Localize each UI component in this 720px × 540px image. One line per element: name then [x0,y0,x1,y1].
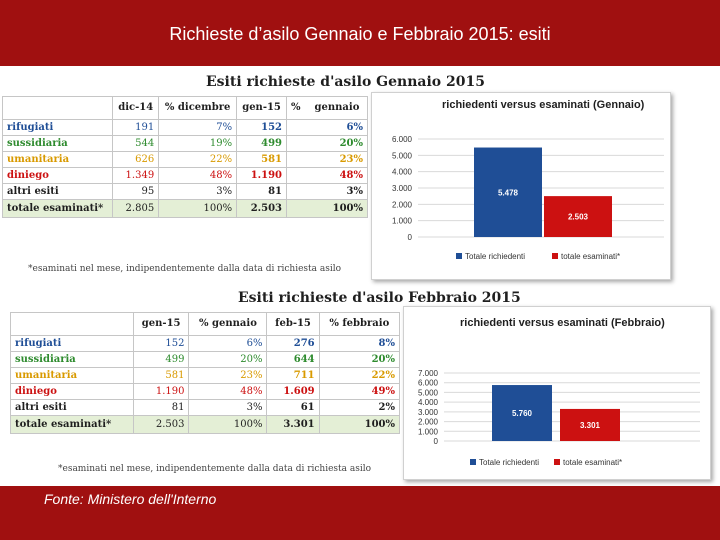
table-cell: 626 [113,152,159,168]
table-cell: 81 [133,400,189,416]
row-label: sussidiaria [3,136,113,152]
table-cell: 7% [159,120,237,136]
january-chart-title: richiedenti versus esaminati (Gennaio) [442,99,645,111]
row-label: umanitaria [11,368,134,384]
table-row [11,384,400,400]
row-label: rifugiati [3,120,113,136]
table-cell: 95 [113,184,159,200]
table-cell: 23% [189,368,267,384]
table-cell: 22% [319,368,399,384]
table-cell: 499 [133,352,189,368]
table-cell: 6% [189,336,267,352]
slide-content [0,66,720,486]
february-table-title: Esiti richieste d'asilo Febbraio 2015 [238,290,521,306]
y-tick-label: 6.000 [417,378,438,388]
february-chart [403,306,711,480]
column-header: dic-14 [113,97,159,120]
table-cell: 152 [237,120,287,136]
table-cell: 581 [237,152,287,168]
legend-label: totale esaminati* [563,458,623,467]
table-cell: 1.609 [267,384,319,400]
column-header: % dicembre [159,97,237,120]
table-cell: 61 [267,400,319,416]
y-tick-label: 4.000 [391,167,412,177]
table-cell: 1.190 [237,168,287,184]
row-label: umanitaria [3,152,113,168]
table-cell: 22% [159,152,237,168]
table-cell: 20% [189,352,267,368]
table-row [11,352,400,368]
table-row [3,152,368,168]
bar-value-label: 5.478 [497,188,519,198]
table-cell: 544 [113,136,159,152]
column-header: % febbraio [319,313,399,336]
table-cell: 3% [159,184,237,200]
february-chart-plot [404,307,710,479]
table-cell: 3% [287,184,368,200]
table-row [3,168,368,184]
table-cell: 152 [133,336,189,352]
table-row [11,368,400,384]
table-header-row [3,97,368,120]
table-cell: 2.503 [237,200,287,218]
table-cell: 644 [267,352,319,368]
february-esiti-table [10,312,400,434]
y-tick-label: 4.000 [417,398,438,408]
table-cell: 6% [287,120,368,136]
column-header: gen-15 [133,313,189,336]
table-row [3,184,368,200]
y-tick-label: 7.000 [417,369,438,378]
february-chart-title: richiedenti versus esaminati (Febbraio) [460,317,665,329]
legend-swatch [554,459,560,465]
table-cell: 48% [159,168,237,184]
y-tick-label: 2.000 [417,417,438,427]
bar-value-label: 5.760 [511,409,533,419]
table-cell: 19% [159,136,237,152]
row-label: rifugiati [11,336,134,352]
table-cell: 2.805 [113,200,159,218]
legend-label: Totale richiedenti [479,458,540,467]
table-row [3,200,368,218]
table-cell: 2.503 [133,416,189,434]
table-cell: 48% [189,384,267,400]
y-tick-label: 5.000 [391,151,412,161]
table-cell: 3% [189,400,267,416]
y-tick-label: 1.000 [391,216,412,226]
january-table-title: Esiti richieste d'asilo Gennaio 2015 [206,74,485,90]
y-tick-label: 5.000 [417,388,438,398]
legend-swatch [456,253,462,259]
table-header-row [11,313,400,336]
y-tick-label: 1.000 [417,427,438,437]
table-cell: 276 [267,336,319,352]
table-cell: 81 [237,184,287,200]
column-header [287,97,368,120]
january-chart [371,92,671,280]
table-cell: 8% [319,336,399,352]
table-cell: 100% [287,200,368,218]
row-label: sussidiaria [11,352,134,368]
table-cell: 100% [189,416,267,434]
table-cell: 711 [267,368,319,384]
table-cell: 48% [287,168,368,184]
column-header [3,97,113,120]
y-tick-label: 6.000 [391,135,412,144]
legend-swatch [470,459,476,465]
legend-label: Totale richiedenti [465,252,526,261]
y-tick-label: 2.000 [391,200,412,210]
table-cell: 1.190 [133,384,189,400]
bar-value-label: 2.503 [567,212,589,222]
y-tick-label: 0 [433,437,438,446]
column-header: gen-15 [237,97,287,120]
column-header: % gennaio [189,313,267,336]
january-note: *esaminati nel mese, indipendentemente dalla data di richiesta asilo [28,264,342,274]
table-cell: 49% [319,384,399,400]
table-cell: 3.301 [267,416,319,434]
table-cell: 20% [319,352,399,368]
january-chart-plot [372,93,670,279]
table-cell: 1.349 [113,168,159,184]
legend-swatch [552,253,558,259]
legend-label: totale esaminati* [561,252,621,261]
row-label: altri esiti [3,184,113,200]
february-note: *esaminati nel mese, indipendentemente dalla data di richiesta asilo [58,464,372,474]
table-row [11,400,400,416]
table-row [3,120,368,136]
row-label: altri esiti [11,400,134,416]
january-esiti-table [2,96,368,218]
y-tick-label: 3.000 [417,407,438,417]
column-header-part: % [291,102,301,113]
bar-value-label: 3.301 [579,420,601,430]
table-cell: 499 [237,136,287,152]
y-tick-label: 3.000 [391,184,412,193]
table-row [11,416,400,434]
row-label: totale esaminati* [3,200,113,218]
table-cell: 20% [287,136,368,152]
table-row [11,336,400,352]
column-header [11,313,134,336]
table-cell: 581 [133,368,189,384]
table-cell: 23% [287,152,368,168]
column-header-part: gennaio [314,102,360,113]
source-footer: Fonte: Ministero dell'Interno [44,491,217,507]
column-header: feb-15 [267,313,319,336]
y-tick-label: 0 [407,233,412,242]
table-cell: 191 [113,120,159,136]
row-label: diniego [3,168,113,184]
row-label: totale esaminati* [11,416,134,434]
slide-title: Richieste d’asilo Gennaio e Febbraio 2015: esiti [169,24,551,44]
table-row [3,136,368,152]
table-cell: 2% [319,400,399,416]
row-label: diniego [11,384,134,400]
table-cell: 100% [159,200,237,218]
table-cell: 100% [319,416,399,434]
